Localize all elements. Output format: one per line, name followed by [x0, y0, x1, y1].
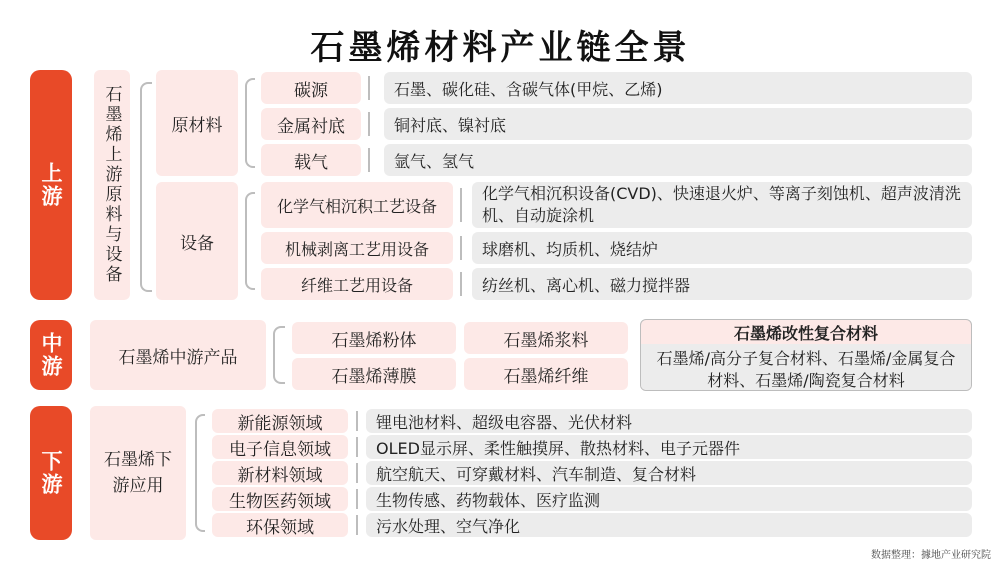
field-biomedical-value: 生物传感、药物载体、医疗监测 — [366, 487, 972, 511]
divider — [368, 148, 370, 172]
downstream-category: 石墨烯下游应用 — [90, 406, 186, 540]
stage-downstream — [30, 406, 72, 540]
midstream-brace — [273, 326, 285, 384]
label-mechanical-equipment: 机械剥离工艺用设备 — [261, 232, 453, 264]
divider — [368, 76, 370, 100]
stage-midstream — [30, 320, 72, 390]
source-note: 数据整理：據地产业研究院 — [871, 550, 991, 561]
value-fiber-equipment: 纺丝机、离心机、磁力搅拌器 — [472, 268, 972, 300]
group-raw-materials: 原材料 — [156, 70, 238, 176]
field-new-energy: 新能源领域 — [212, 409, 348, 433]
value-cvd-equipment: 化学气相沉积设备(CVD)、快速退火炉、等离子刻蚀机、超声波清洗机、自动旋涂机 — [472, 182, 972, 228]
label-carrier-gas: 载气 — [261, 144, 361, 176]
divider — [460, 188, 462, 222]
divider — [356, 489, 358, 509]
value-mechanical-equipment: 球磨机、均质机、烧结炉 — [472, 232, 972, 264]
page-title: 石墨烯材料产业链全景 — [310, 28, 691, 68]
divider — [368, 112, 370, 136]
upstream-category: 石墨烯上游原料与设备 — [94, 70, 130, 300]
stage-upstream-label: 上游 — [39, 162, 63, 208]
product-fiber: 石墨烯纤维 — [464, 358, 628, 390]
label-cvd-equipment: 化学气相沉积工艺设备 — [261, 182, 453, 228]
upstream-brace — [140, 82, 152, 292]
divider — [460, 236, 462, 260]
field-electronics: 电子信息领域 — [212, 435, 348, 459]
field-environmental: 环保领域 — [212, 513, 348, 537]
divider — [460, 272, 462, 296]
field-environmental-value: 污水处理、空气净化 — [366, 513, 972, 537]
label-carbon-source: 碳源 — [261, 72, 361, 104]
product-powder: 石墨烯粉体 — [292, 322, 456, 354]
product-film: 石墨烯薄膜 — [292, 358, 456, 390]
label-fiber-equipment: 纤维工艺用设备 — [261, 268, 453, 300]
field-biomedical: 生物医药领域 — [212, 487, 348, 511]
field-electronics-value: OLED显示屏、柔性触摸屏、散热材料、电子元器件 — [366, 435, 972, 459]
field-new-materials-value: 航空航天、可穿戴材料、汽车制造、复合材料 — [366, 461, 972, 485]
divider — [356, 437, 358, 457]
stage-upstream — [30, 70, 72, 300]
raw-materials-brace — [245, 78, 255, 168]
composite-value: 石墨烯/高分子复合材料、石墨烯/金属复合材料、石墨烯/陶瓷复合材料 — [641, 344, 971, 390]
divider — [356, 463, 358, 483]
downstream-brace — [195, 414, 205, 532]
equipment-brace — [245, 192, 255, 290]
field-new-energy-value: 锂电池材料、超级电容器、光伏材料 — [366, 409, 972, 433]
value-carbon-source: 石墨、碳化硅、含碳气体(甲烷、乙烯) — [384, 72, 972, 104]
divider — [356, 515, 358, 535]
value-carrier-gas: 氩气、氢气 — [384, 144, 972, 176]
label-metal-substrate: 金属衬底 — [261, 108, 361, 140]
composite-label: 石墨烯改性复合材料 — [733, 323, 878, 343]
product-slurry: 石墨烯浆料 — [464, 322, 628, 354]
divider — [356, 411, 358, 431]
value-metal-substrate: 铜衬底、镍衬底 — [384, 108, 972, 140]
group-equipment: 设备 — [156, 182, 238, 300]
composite-materials — [640, 319, 972, 391]
stage-midstream-label: 中游 — [39, 332, 63, 378]
midstream-category: 石墨烯中游产品 — [90, 320, 266, 390]
field-new-materials: 新材料领域 — [212, 461, 348, 485]
stage-downstream-label: 下游 — [39, 450, 63, 496]
